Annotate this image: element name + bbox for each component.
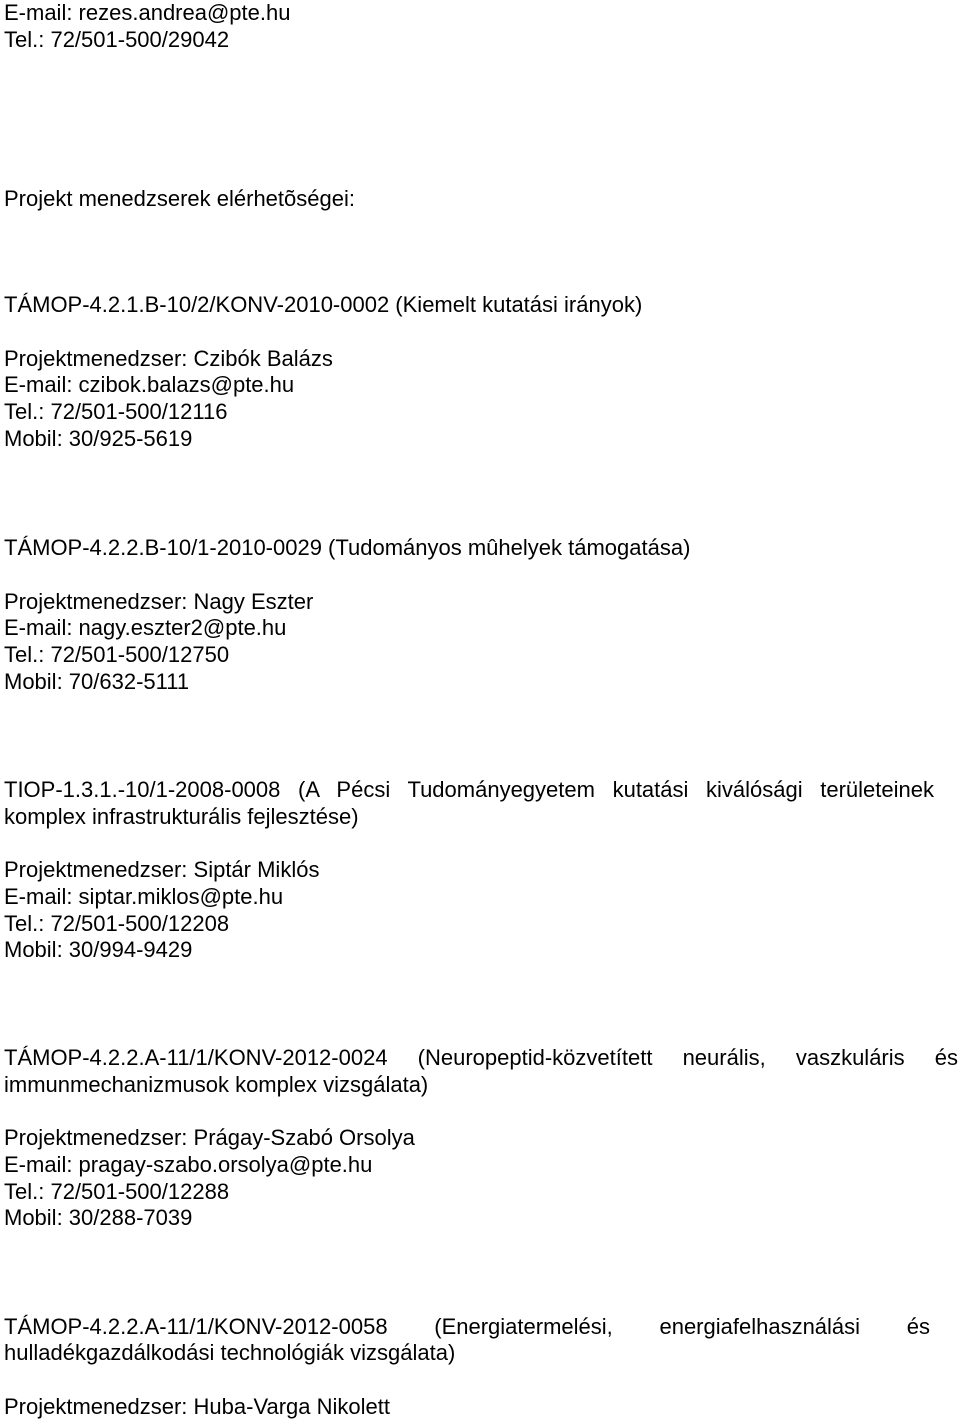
project-code: TÁMOP-4.2.2.A-11/1/KONV-2012-0058 (Energiatermelési, energiafelhasználási és	[4, 1314, 930, 1339]
project-tel: Tel.: 72/501-500/12208	[4, 911, 230, 936]
project-code-continued: immunmechanizmusok komplex vizsgálata)	[4, 1072, 429, 1097]
project-manager: Projektmenedzser: Czibók Balázs	[4, 346, 333, 371]
project-code-continued: hulladékgazdálkodási technológiák vizsgálata)	[4, 1340, 456, 1365]
project-manager: Projektmenedzser: Nagy Eszter	[4, 589, 314, 614]
project-manager: Projektmenedzser: Prágay-Szabó Orsolya	[4, 1125, 415, 1150]
project-mobil: Mobil: 30/288-7039	[4, 1205, 193, 1230]
section-heading: Projekt menedzserek elérhetõségei:	[4, 186, 355, 211]
project-email: E-mail: pragay-szabo.orsolya@pte.hu	[4, 1152, 373, 1177]
project-mobil: Mobil: 30/994-9429	[4, 937, 193, 962]
project-mobil: Mobil: 70/632-5111	[4, 669, 190, 694]
project-code-continued: komplex infrastrukturális fejlesztése)	[4, 804, 359, 829]
project-code: TIOP-1.3.1.-10/1-2008-0008 (A Pécsi Tudományegyetem kutatási kiválósági területeinek	[4, 777, 934, 802]
project-code: TÁMOP-4.2.2.A-11/1/KONV-2012-0024 (Neuropeptid-közvetített neurális, vaszkuláris és	[4, 1045, 958, 1070]
project-email: E-mail: siptar.miklos@pte.hu	[4, 884, 284, 909]
project-mobil: Mobil: 30/925-5619	[4, 426, 193, 451]
project-tel: Tel.: 72/501-500/12116	[4, 399, 228, 424]
project-tel: Tel.: 72/501-500/12288	[4, 1179, 230, 1204]
project-email: E-mail: nagy.eszter2@pte.hu	[4, 615, 287, 640]
project-email: E-mail: czibok.balazs@pte.hu	[4, 372, 295, 397]
contact-email: E-mail: rezes.andrea@pte.hu	[4, 0, 291, 25]
project-code: TÁMOP-4.2.2.B-10/1-2010-0029 (Tudományos mûhelyek támogatása)	[4, 535, 691, 560]
project-manager: Projektmenedzser: Huba-Varga Nikolett	[4, 1394, 390, 1419]
contact-tel: Tel.: 72/501-500/29042	[4, 27, 230, 52]
project-tel: Tel.: 72/501-500/12750	[4, 642, 230, 667]
project-manager: Projektmenedzser: Siptár Miklós	[4, 857, 320, 882]
project-code: TÁMOP-4.2.1.B-10/2/KONV-2010-0002 (Kiemelt kutatási irányok)	[4, 292, 643, 317]
